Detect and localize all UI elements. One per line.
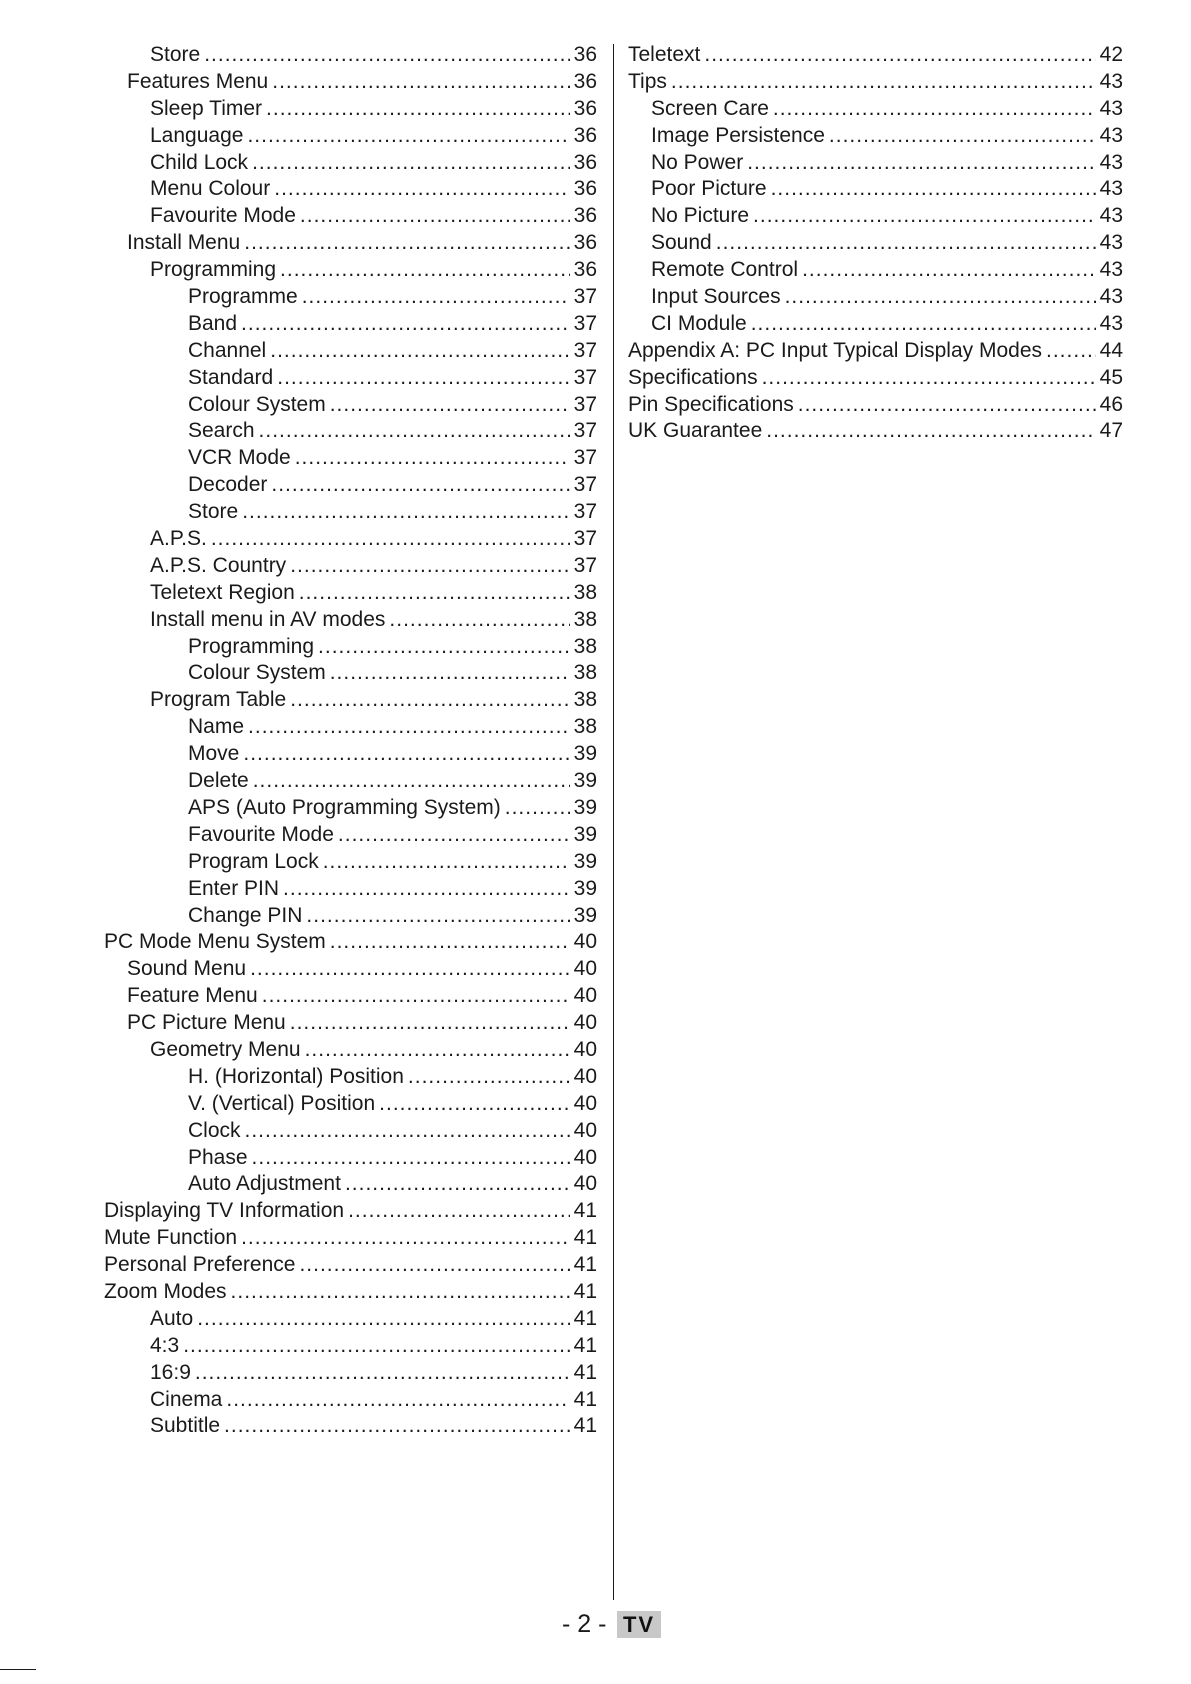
corner-rule [0,1669,36,1670]
dot-leader [299,580,570,607]
toc-entry-title: CI Module [651,311,747,335]
toc-entry-title: Colour System [188,661,326,685]
toc-entry-title: Decoder [188,473,268,497]
toc-entry-title: Phase [188,1145,248,1169]
toc-entry[interactable] [104,1279,597,1306]
dot-leader [231,1279,570,1306]
dot-leader [195,1360,570,1387]
toc-entry[interactable] [104,311,597,338]
toc-entry[interactable] [104,929,597,956]
toc-entry-page: 38 [573,580,597,604]
toc-entry-title: Programming [188,634,315,658]
toc-entry-page: 40 [573,1172,597,1196]
toc-left-column [104,42,597,1440]
dot-leader [829,123,1096,150]
toc-entry-title: Screen Care [651,96,769,120]
toc-entry-title: Child Lock [150,150,249,174]
toc-entry-title: Enter PIN [188,876,280,900]
toc-entry-title: UK Guarantee [628,419,763,443]
toc-entry[interactable] [104,96,597,123]
dot-leader [505,795,570,822]
toc-entry[interactable] [104,580,597,607]
toc-entry[interactable] [104,365,597,392]
dot-leader [408,1064,570,1091]
dot-leader [226,1387,569,1414]
section-badge: TV [617,1611,661,1638]
dot-leader [306,903,569,930]
toc-entry[interactable] [628,69,1123,96]
dot-leader [751,311,1096,338]
toc-entry-page: 38 [573,607,597,631]
toc-entry-page: 43 [1099,123,1123,147]
toc-entry-page: 37 [573,285,597,309]
toc-entry-page: 37 [573,365,597,389]
toc-entry[interactable] [104,822,597,849]
toc-entry-page: 40 [573,1145,597,1169]
dot-leader [338,822,570,849]
toc-entry-title: Store [188,500,239,524]
toc-entry[interactable] [104,553,597,580]
dot-leader [277,365,569,392]
toc-right-column [628,42,1123,445]
toc-entry[interactable] [104,257,597,284]
dot-leader [262,983,570,1010]
toc-entry-page: 43 [1099,150,1123,174]
toc-entry-title: Features Menu [127,69,269,93]
dot-leader [771,176,1096,203]
toc-entry-title: Personal Preference [104,1253,296,1277]
dot-leader [252,1145,570,1172]
toc-entry-page: 37 [573,473,597,497]
dot-leader [330,929,570,956]
toc-entry-page: 39 [573,795,597,819]
toc-entry[interactable] [104,1037,597,1064]
dot-leader [747,150,1095,177]
toc-entry-page: 44 [1099,338,1123,362]
dot-leader [272,69,569,96]
toc-entry-title: Zoom Modes [104,1279,227,1303]
toc-entry-page: 40 [573,984,597,1008]
toc-entry[interactable] [104,203,597,230]
dot-leader [247,123,569,150]
toc-entry[interactable] [104,1198,597,1225]
toc-entry[interactable] [104,983,597,1010]
toc-entry-title: Band [188,311,238,335]
toc-entry[interactable] [628,230,1123,257]
dot-leader [290,1010,570,1037]
dot-leader [283,876,570,903]
toc-entry-title: Input Sources [651,285,781,309]
toc-entry-title: Teletext Region [150,580,295,604]
dot-leader [716,230,1096,257]
dot-leader [345,1171,570,1198]
toc-entry-title: Move [188,742,240,766]
toc-entry-title: Name [188,715,245,739]
dot-leader [299,1252,569,1279]
toc-entry-title: Favourite Mode [150,204,296,228]
dot-leader [280,257,570,284]
toc-entry-title: APS (Auto Programming System) [188,795,501,819]
toc-entry-page: 40 [573,957,597,981]
page-footer [0,1608,1191,1640]
toc-entry[interactable] [104,1306,597,1333]
toc-entry-page: 37 [573,527,597,551]
toc-entry-title: No Picture [651,204,750,228]
toc-entry[interactable] [104,284,597,311]
toc-entry-title: Language [150,123,244,147]
toc-entry[interactable] [628,418,1123,445]
toc-entry-page: 37 [573,419,597,443]
toc-entry[interactable] [104,660,597,687]
toc-entry-title: Sleep Timer [150,96,263,120]
toc-entry[interactable] [104,1413,597,1440]
toc-entry-title: Clock [188,1118,241,1142]
toc-entry-page: 39 [573,849,597,873]
toc-entry-title: 4:3 [150,1333,180,1357]
dot-leader [330,660,570,687]
toc-entry[interactable] [104,795,597,822]
toc-entry-page: 36 [573,96,597,120]
toc-entry[interactable] [104,1091,597,1118]
toc-entry-page: 36 [573,231,597,255]
toc-entry-title: Programme [188,285,298,309]
dot-leader [330,392,570,419]
toc-entry[interactable] [104,1225,597,1252]
toc-entry-title: Remote Control [651,258,799,282]
toc-entry[interactable] [104,69,597,96]
toc-entry-title: Geometry Menu [150,1037,301,1061]
toc-entry[interactable] [104,1010,597,1037]
toc-entry-page: 41 [573,1333,597,1357]
toc-entry-title: Menu Colour [150,177,271,201]
dot-leader [348,1198,570,1225]
toc-entry[interactable] [104,1360,597,1387]
toc-entry[interactable] [628,123,1123,150]
dot-leader [253,768,570,795]
toc-entry[interactable] [104,42,597,69]
toc-entry-page: 43 [1099,231,1123,255]
toc-entry-title: Install menu in AV modes [150,607,386,631]
toc-entry-page: 43 [1099,285,1123,309]
dot-leader [270,338,569,365]
toc-entry[interactable] [104,418,597,445]
toc-entry[interactable] [104,176,597,203]
toc-entry-title: Programming [150,258,277,282]
dot-leader [290,553,569,580]
toc-entry-page: 47 [1099,419,1123,443]
toc-entry-page: 43 [1099,311,1123,335]
toc-entry-page: 40 [573,1037,597,1061]
toc-entry-page: 36 [573,123,597,147]
toc-entry-page: 36 [573,258,597,282]
toc-entry[interactable] [104,956,597,983]
dot-leader [766,418,1095,445]
dot-leader [245,1118,570,1145]
toc-entry[interactable] [628,392,1123,419]
toc-entry-title: Favourite Mode [188,822,334,846]
toc-entry-page: 37 [573,500,597,524]
toc-entry[interactable] [628,96,1123,123]
dot-leader [183,1333,569,1360]
toc-entry-title: Tips [628,69,667,93]
toc-entry-page: 36 [573,177,597,201]
dot-leader [323,849,570,876]
toc-entry[interactable] [104,1145,597,1172]
dot-leader [224,1413,570,1440]
toc-entry-title: Displaying TV Information [104,1199,345,1223]
toc-entry-title: Install Menu [127,231,241,255]
dot-leader [271,472,569,499]
toc-entry-page: 38 [573,688,597,712]
toc-entry-page: 42 [1099,43,1123,66]
toc-entry-title: Sound Menu [127,957,247,981]
toc-entry[interactable] [628,42,1123,69]
dot-leader [300,203,570,230]
toc-entry-page: 40 [573,1091,597,1115]
toc-entry-page: 37 [573,446,597,470]
toc-entry-title: Standard [188,365,274,389]
toc-entry[interactable] [104,876,597,903]
toc-entry[interactable] [104,741,597,768]
toc-entry[interactable] [628,203,1123,230]
toc-entry-title: PC Mode Menu System [104,930,326,954]
toc-entry-page: 40 [573,1118,597,1142]
toc-entry-page: 40 [573,1011,597,1035]
dot-leader [259,418,570,445]
column-divider [613,44,614,1600]
toc-entry-page: 41 [573,1199,597,1223]
dot-leader [389,607,569,634]
toc-entry[interactable] [104,1064,597,1091]
toc-entry-title: Appendix A: PC Input Typical Display Modes [628,338,1043,362]
toc-entry-page: 45 [1099,365,1123,389]
toc-entry-page: 38 [573,634,597,658]
dot-leader [197,1306,569,1333]
toc-entry-page: 37 [573,338,597,362]
toc-entry-page: 36 [573,69,597,93]
dot-leader [802,257,1096,284]
toc-entry[interactable] [104,123,597,150]
toc-entry-page: 37 [573,392,597,416]
toc-entry-title: Colour System [188,392,326,416]
toc-entry-title: Subtitle [150,1414,221,1438]
toc-entry-title: Poor Picture [651,177,767,201]
dot-leader [305,1037,570,1064]
dot-leader [704,42,1095,69]
toc-entry[interactable] [104,472,597,499]
toc-entry[interactable] [104,338,597,365]
toc-entry-title: Auto Adjustment [188,1172,341,1196]
toc-entry-page: 39 [573,876,597,900]
toc-entry[interactable] [628,150,1123,177]
toc-entry[interactable] [628,284,1123,311]
toc-entry-page: 37 [573,553,597,577]
toc-entry-title: A.P.S. [150,527,207,551]
toc-entry[interactable] [104,392,597,419]
toc-entry-page: 41 [573,1279,597,1303]
dot-leader [671,69,1096,96]
toc-entry-page: 38 [573,715,597,739]
dot-leader [250,956,570,983]
dot-leader [762,365,1096,392]
toc-entry-page: 46 [1099,392,1123,416]
toc-entry-page: 38 [573,661,597,685]
dot-leader [290,687,569,714]
toc-entry-page: 36 [573,204,597,228]
dot-leader [274,176,569,203]
toc-entry-title: Mute Function [104,1226,238,1250]
toc-entry-title: Sound [651,231,712,255]
toc-entry-title: Auto [150,1306,194,1330]
toc-entry[interactable] [104,634,597,661]
toc-entry-page: 41 [573,1306,597,1330]
toc-entry-title: Feature Menu [127,984,258,1008]
toc-entry[interactable] [104,1333,597,1360]
dot-leader [1046,338,1096,365]
toc-entry-page: 41 [573,1387,597,1411]
toc-entry-page: 39 [573,742,597,766]
toc-entry-title: Program Table [150,688,287,712]
dot-leader [295,445,570,472]
toc-entry[interactable] [104,714,597,741]
toc-entry-page: 43 [1099,204,1123,228]
toc-entry-title: Specifications [628,365,758,389]
toc-entry-title: Channel [188,338,267,362]
toc-entry-page: 43 [1099,177,1123,201]
toc-entry[interactable] [104,230,597,257]
toc-entry[interactable] [104,445,597,472]
dot-leader [252,150,570,177]
toc-entry-page: 40 [573,930,597,954]
toc-entry-page: 41 [573,1226,597,1250]
toc-entry-title: Search [188,419,255,443]
toc-entry-title: No Power [651,150,744,174]
toc-entry-title: Teletext [628,43,701,66]
toc-entry-title: Change PIN [188,903,303,927]
toc-entry[interactable] [628,311,1123,338]
dot-leader [379,1091,569,1118]
dot-leader [266,96,570,123]
toc-entry-title: PC Picture Menu [127,1011,286,1035]
toc-entry-page: 36 [573,150,597,174]
dot-leader [244,230,569,257]
toc-entry[interactable] [628,338,1123,365]
dot-leader [204,42,569,69]
toc-entry[interactable] [104,1387,597,1414]
toc-entry-page: 39 [573,769,597,793]
toc-entry-page: 41 [573,1414,597,1438]
dot-leader [753,203,1096,230]
dot-leader [241,311,570,338]
toc-entry-page: 39 [573,903,597,927]
toc-entry[interactable] [628,176,1123,203]
toc-entry[interactable] [104,768,597,795]
dot-leader [243,741,569,768]
toc-entry-title: V. (Vertical) Position [188,1091,376,1115]
toc-entry-page: 43 [1099,96,1123,120]
toc-entry-page: 41 [573,1253,597,1277]
toc-entry-page: 37 [573,311,597,335]
toc-entry-title: VCR Mode [188,446,291,470]
dot-leader [302,284,570,311]
toc-entry-title: Image Persistence [651,123,825,147]
toc-entry-title: Delete [188,769,249,793]
toc-entry-page: 43 [1099,258,1123,282]
dot-leader [773,96,1096,123]
toc-entry-page: 41 [573,1360,597,1384]
toc-entry[interactable] [628,365,1123,392]
toc-entry[interactable] [104,150,597,177]
dot-leader [248,714,570,741]
dot-leader [318,634,570,661]
toc-entry[interactable] [104,526,597,553]
toc-entry-title: 16:9 [150,1360,191,1384]
toc-entry[interactable] [104,499,597,526]
toc-entry[interactable] [104,849,597,876]
toc-entry[interactable] [104,1252,597,1279]
toc-entry-title: Program Lock [188,849,319,873]
toc-entry[interactable] [104,607,597,634]
toc-entry-title: Cinema [150,1387,223,1411]
toc-entry-page: 43 [1099,69,1123,93]
toc-entry[interactable] [104,903,597,930]
toc-entry-page: 39 [573,822,597,846]
toc-entry[interactable] [104,687,597,714]
page-number: - 2 - [562,1610,607,1638]
toc-entry-page: 36 [573,43,597,66]
dot-leader [242,499,569,526]
toc-entry[interactable] [104,1118,597,1145]
toc-entry-title: A.P.S. Country [150,553,287,577]
toc-entry-title: Pin Specifications [628,392,794,416]
toc-entry[interactable] [104,1171,597,1198]
dot-leader [785,284,1096,311]
toc-entry[interactable] [628,257,1123,284]
dot-leader [241,1225,570,1252]
dot-leader [798,392,1096,419]
toc-entry-title: Store [150,43,201,66]
toc-entry-title: H. (Horizontal) Position [188,1064,404,1088]
dot-leader [211,526,570,553]
toc-entry-page: 40 [573,1064,597,1088]
